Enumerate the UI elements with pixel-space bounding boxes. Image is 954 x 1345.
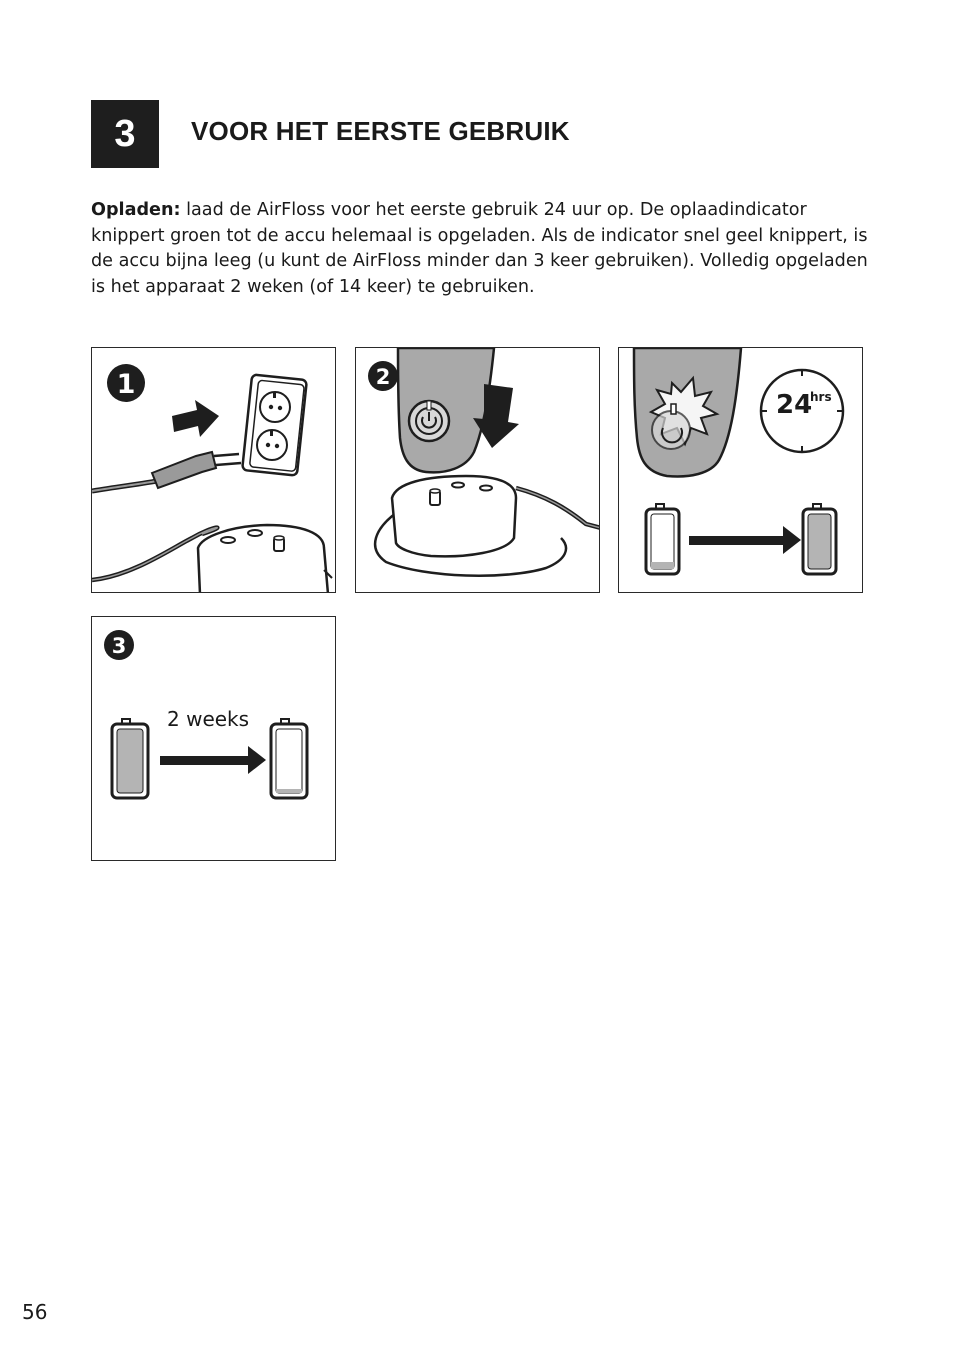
timer-value: 24 [776, 390, 813, 420]
arrow-right-icon [172, 400, 219, 437]
charger-icon [92, 525, 332, 593]
step-badge-number: 3 [111, 634, 127, 658]
figure-2-place-on-charger [355, 347, 600, 593]
battery-empty-icon [271, 719, 307, 798]
figure-3-illustration [92, 617, 336, 861]
power-button-icon [409, 401, 449, 441]
arrow-right-icon [160, 746, 266, 774]
figure-charge-illustration [619, 348, 863, 593]
plug-icon [92, 452, 241, 491]
step-badge-number: 1 [116, 369, 136, 400]
wall-socket-icon [242, 374, 307, 475]
intro-lead: Opladen: [91, 200, 181, 220]
page-number: 56 [22, 1300, 48, 1324]
arrow-right-icon [689, 526, 801, 554]
section-number: 3 [114, 112, 136, 155]
section-title: VOOR HET EERSTE GEBRUIK [191, 116, 570, 146]
battery-full-icon [112, 719, 148, 798]
step-badge-number: 2 [375, 365, 391, 389]
battery-empty-icon [646, 504, 679, 574]
figure-1-illustration [92, 348, 336, 593]
section-number-box [91, 100, 159, 168]
charger-icon [375, 476, 600, 576]
figure-3-two-weeks [91, 616, 336, 861]
intro-paragraph [91, 198, 871, 300]
figure-charge-24-hours [618, 347, 863, 593]
figure-2-illustration [356, 348, 600, 593]
battery-full-icon [803, 504, 836, 574]
intro-text: laad de AirFloss voor het eerste gebruik 24 uur op. De oplaadindicator knippert groen tot de accu helemaal is opgeladen. Als de indicator snel geel knippert, is de accu bijna leeg (u kunt de AirFloss minder dan 3 keer gebruiken). Volledig opgeladen is het apparaat 2 weken (of 14 keer) te gebruiken. [91, 200, 868, 297]
clock-icon [761, 370, 843, 452]
figure-1-plug-in [91, 347, 336, 593]
duration-caption: 2 weeks [167, 707, 250, 731]
timer-unit: hrs [810, 390, 832, 404]
